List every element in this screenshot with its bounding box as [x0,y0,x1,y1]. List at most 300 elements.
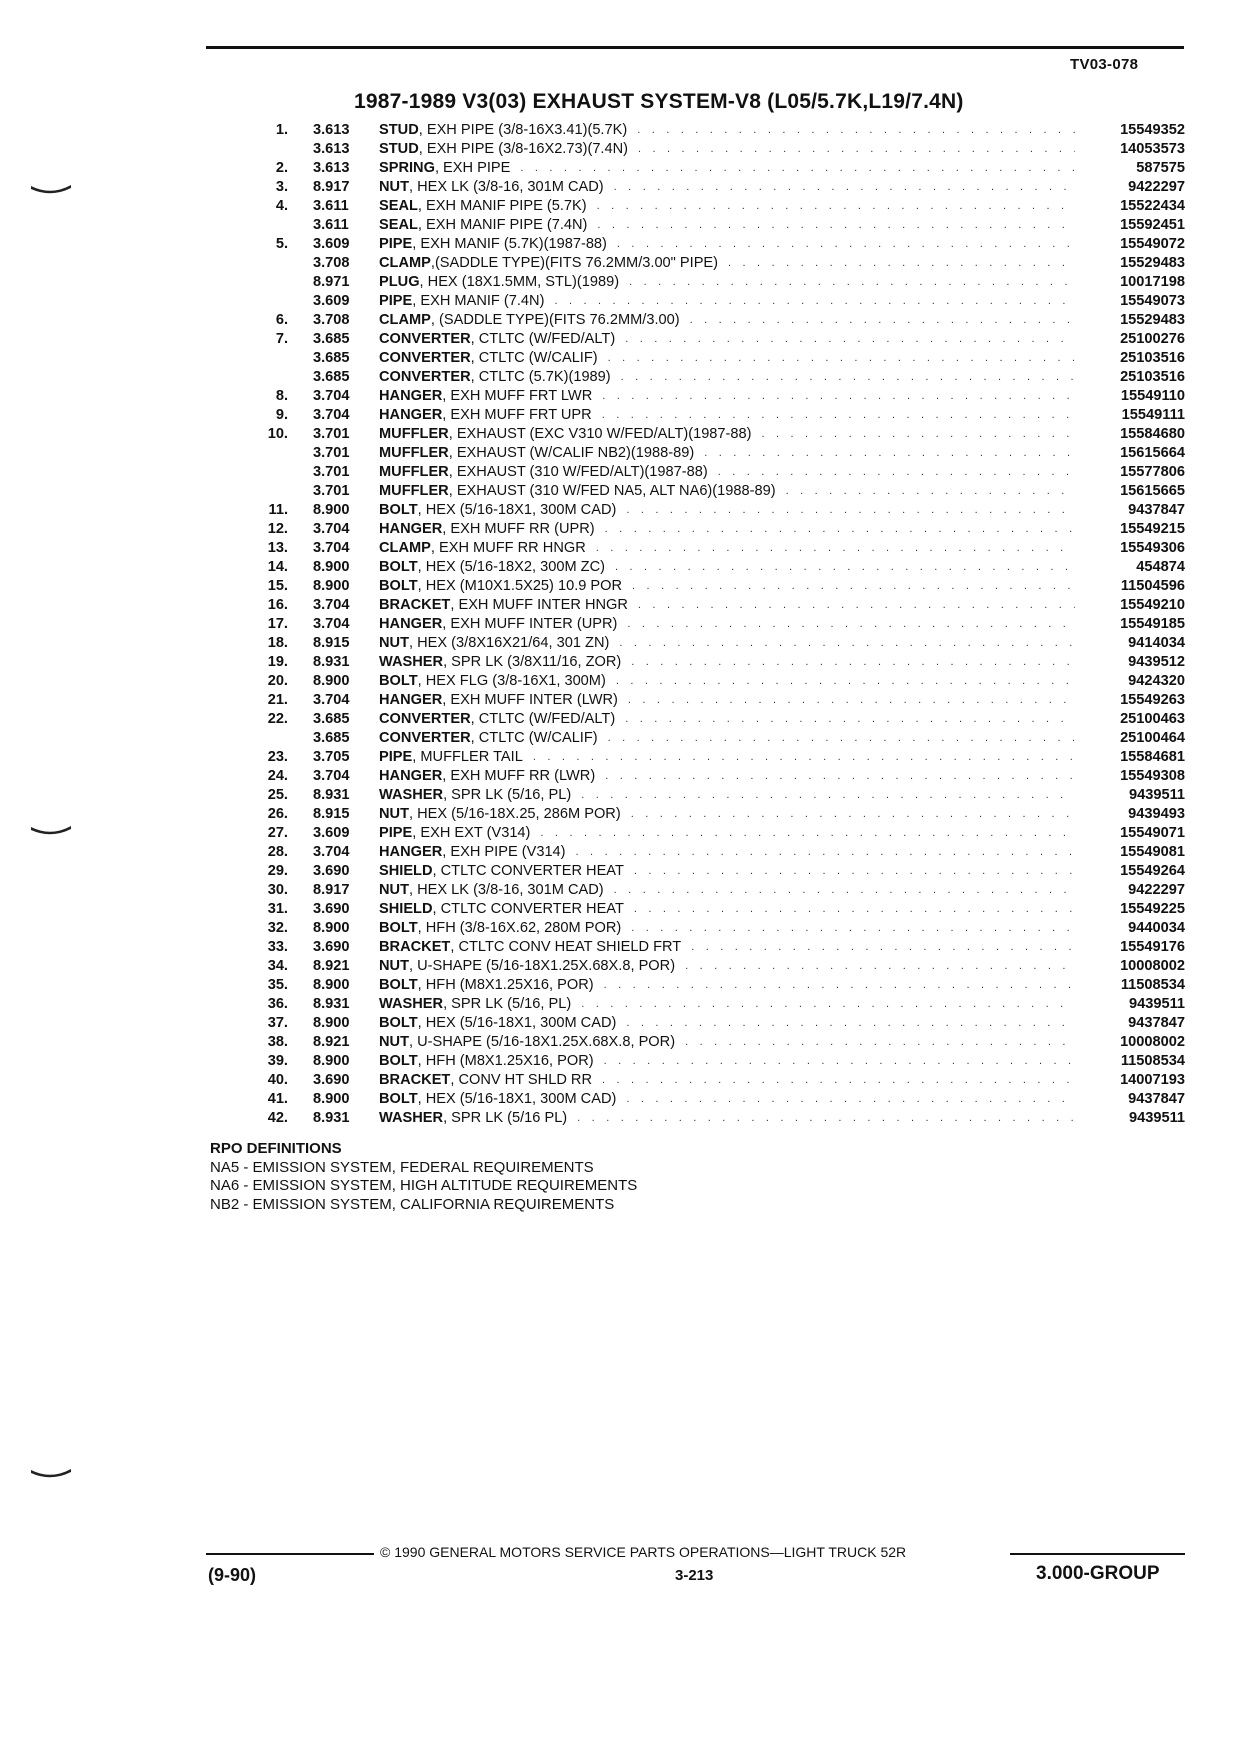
part-noun: SHIELD [379,901,433,917]
dot-leader [614,178,1075,197]
part-row [240,881,1185,900]
part-description [379,1071,1075,1090]
binder-hole-mark [30,184,72,196]
dot-leader [626,501,1075,520]
part-detail: , MUFFLER TAIL [412,749,523,765]
part-detail: , EXH PIPE (3/8-16X2.73)(7.4N) [418,141,628,157]
part-row [240,292,1185,311]
dot-leader [631,805,1075,824]
part-detail: , EXH MUFF INTER (UPR) [442,616,618,632]
part-noun: NUT [379,635,409,651]
part-description [379,140,1075,159]
section-code: 8.915 [313,806,350,822]
part-detail: , HEX (5/16-18X1, 300M CAD) [417,502,617,518]
dot-leader [604,1052,1075,1071]
part-number: 9439511 [1128,787,1185,803]
part-detail: , HEX (5/16-18X1, 300M CAD) [417,1091,617,1107]
part-number: 15549072 [1120,236,1185,252]
section-code: 3.690 [313,1072,350,1088]
part-detail: , SPR LK (5/16, PL) [443,996,572,1012]
section-code: 3.685 [313,331,350,347]
part-number: 9440034 [1128,920,1185,936]
section-code: 3.685 [313,711,350,727]
part-description [379,805,1075,824]
part-detail: , U-SHAPE (5/16-18X1.25X.68X.8, POR) [409,958,676,974]
section-code: 3.609 [313,293,350,309]
part-number: 15592451 [1120,217,1185,233]
part-noun: SHIELD [379,863,433,879]
dot-leader [627,615,1075,634]
item-number: 39. [267,1053,288,1069]
section-code: 3.685 [313,730,350,746]
part-number: 25100276 [1120,331,1185,347]
section-code: 3.611 [313,198,349,214]
part-number: 15549081 [1120,844,1185,860]
part-description [379,938,1075,957]
item-number: 4. [275,198,288,214]
part-noun: WASHER [379,787,444,803]
part-detail: , CTLTC (W/FED/ALT) [470,331,616,347]
item-number: 2. [275,160,288,176]
part-number: 15584680 [1120,426,1185,442]
dot-leader [628,691,1075,710]
dot-leader [638,140,1075,159]
part-number: 14007193 [1120,1072,1185,1088]
part-noun: STUD [379,141,419,157]
dot-leader [554,292,1075,311]
part-detail: , EXHAUST (W/CALIF NB2)(1988-89) [448,445,695,461]
part-number: 9439493 [1128,806,1185,822]
part-row [240,330,1185,349]
part-noun: NUT [379,806,409,822]
part-detail: , HEX (M10X1.5X25) 10.9 POR [417,578,623,594]
part-row [240,178,1185,197]
part-number: 15549110 [1120,388,1185,404]
part-detail: , EXHAUST (310 W/FED NA5, ALT NA6)(1988-89) [448,483,776,499]
page-title: 1987-1989 V3(03) EXHAUST SYSTEM-V8 (L05/5.7K,L19/7.4N) [354,90,964,113]
part-number: 9422297 [1128,882,1185,898]
part-detail: , CTLTC CONVERTER HEAT [432,901,624,917]
part-row [240,539,1185,558]
section-code: 8.900 [313,1053,350,1069]
dot-leader [634,900,1075,919]
part-row [240,254,1185,273]
section-code: 3.704 [313,540,350,556]
part-detail: , HEX (3/8X16X21/64, 301 ZN) [409,635,610,651]
part-noun: WASHER [379,1110,444,1126]
part-noun: BOLT [379,1091,418,1107]
part-noun: BOLT [379,977,418,993]
part-description [379,786,1075,805]
item-number: 31. [267,901,288,917]
part-description [379,349,1075,368]
part-noun: BRACKET [379,1072,451,1088]
part-description [379,976,1075,995]
part-detail: , CTLTC (W/CALIF) [470,350,598,366]
item-number: 25. [267,787,288,803]
item-number: 24. [267,768,288,784]
part-description [379,197,1075,216]
rpo-item: NA6 - EMISSION SYSTEM, HIGH ALTITUDE REQUIREMENTS [210,1177,638,1194]
footer-rule-left [206,1553,374,1555]
part-detail: ,(SADDLE TYPE)(FITS 76.2MM/3.00" PIPE) [430,255,719,271]
dot-leader [520,159,1075,178]
section-code: 8.931 [313,787,350,803]
part-row [240,558,1185,577]
dot-leader [762,425,1076,444]
part-detail: , EXH EXT (V314) [412,825,531,841]
dot-leader [728,254,1075,273]
part-description [379,824,1075,843]
dot-leader [602,387,1075,406]
part-noun: SPRING [379,160,435,176]
dot-leader [602,1071,1075,1090]
part-detail: , CTLTC (5.7K)(1989) [470,369,611,385]
part-number: 15529483 [1120,255,1185,271]
part-noun: HANGER [379,616,443,632]
item-number: 13. [267,540,288,556]
part-row [240,615,1185,634]
item-number: 32. [267,920,288,936]
top-rule [206,46,1184,49]
part-detail: , HEX (5/16-18X2, 300M ZC) [417,559,606,575]
part-number: 9437847 [1128,1015,1185,1031]
part-detail: , SPR LK (5/16 PL) [443,1110,568,1126]
part-description [379,596,1075,615]
dot-leader [577,1109,1075,1128]
part-description [379,558,1075,577]
part-description [379,1090,1075,1109]
part-detail: , HFH (M8X1.25X16, POR) [417,1053,594,1069]
item-number: 41. [267,1091,288,1107]
part-detail: , EXH MANIF PIPE (7.4N) [417,217,588,233]
part-number: 15549215 [1120,521,1185,537]
dot-leader [625,330,1075,349]
part-detail: , CTLTC (W/FED/ALT) [470,711,616,727]
part-noun: MUFFLER [379,426,449,442]
item-number: 17. [267,616,288,632]
part-noun: PIPE [379,236,413,252]
item-number: 42. [267,1110,288,1126]
item-number: 12. [267,521,288,537]
part-noun: CLAMP [379,255,431,271]
section-code: 3.705 [313,749,350,765]
section-code: 8.900 [313,1091,350,1107]
part-row [240,349,1185,368]
part-noun: BOLT [379,1015,418,1031]
dot-leader [619,634,1075,653]
part-description [379,463,1075,482]
binder-hole-mark [30,825,72,837]
part-noun: HANGER [379,407,443,423]
section-code: 3.613 [313,141,350,157]
section-code: 3.690 [313,863,350,879]
part-noun: CLAMP [379,312,431,328]
part-description [379,1109,1075,1128]
part-noun: MUFFLER [379,483,449,499]
part-row [240,976,1185,995]
section-code: 3.611 [313,217,349,233]
dot-leader [597,197,1075,216]
dot-leader [615,558,1075,577]
part-row [240,653,1185,672]
part-row [240,786,1185,805]
item-number: 27. [267,825,288,841]
group-label: 3.000-GROUP [1036,1563,1160,1584]
part-description [379,672,1075,691]
dot-leader [608,349,1075,368]
part-noun: HANGER [379,844,443,860]
part-row [240,900,1185,919]
dot-leader [597,216,1075,235]
part-row [240,1052,1185,1071]
part-description [379,729,1075,748]
part-description [379,1052,1075,1071]
section-code: 8.917 [313,882,350,898]
part-description [379,254,1075,273]
part-number: 11508534 [1120,1053,1185,1069]
item-number: 37. [267,1015,288,1031]
dot-leader [621,368,1075,387]
dot-leader [634,862,1075,881]
section-code: 8.931 [313,654,350,670]
part-number: 25103516 [1120,350,1185,366]
part-noun: MUFFLER [379,445,449,461]
part-detail: , SPR LK (5/16, PL) [443,787,572,803]
part-noun: CONVERTER [379,331,471,347]
part-description [379,159,1075,178]
part-description [379,444,1075,463]
part-number: 15549308 [1120,768,1185,784]
part-row [240,957,1185,976]
part-noun: CONVERTER [379,711,471,727]
section-code: 8.931 [313,1110,350,1126]
part-row [240,368,1185,387]
part-detail: , SPR LK (3/8X11/16, ZOR) [443,654,622,670]
part-row [240,1033,1185,1052]
dot-leader [608,729,1075,748]
part-row [240,406,1185,425]
part-number: 9439511 [1128,996,1185,1012]
section-code: 3.704 [313,768,350,784]
section-code: 3.704 [313,388,350,404]
section-code: 8.931 [313,996,350,1012]
part-detail: , HEX (5/16-18X1, 300M CAD) [417,1015,617,1031]
section-code: 8.900 [313,578,350,594]
part-detail: , EXH MUFF RR HNGR [430,540,586,556]
part-row [240,463,1185,482]
part-row [240,862,1185,881]
part-description [379,235,1075,254]
part-description [379,843,1075,862]
revision-date: (9-90) [208,1565,257,1585]
part-description [379,748,1075,767]
item-number: 34. [267,958,288,974]
part-row [240,691,1185,710]
part-number: 454874 [1136,559,1185,575]
part-noun: PLUG [379,274,420,290]
part-description [379,368,1075,387]
part-noun: BOLT [379,502,418,518]
dot-leader [596,539,1075,558]
part-detail: , U-SHAPE (5/16-18X1.25X.68X.8, POR) [409,1034,676,1050]
item-number: 21. [267,692,288,708]
section-code: 3.708 [313,255,350,271]
part-noun: WASHER [379,996,444,1012]
page-number: 3-213 [675,1567,714,1584]
dot-leader [631,919,1075,938]
item-number: 28. [267,844,288,860]
section-code: 8.900 [313,920,350,936]
part-detail: , EXH MUFF INTER (LWR) [442,692,618,708]
part-noun: NUT [379,882,409,898]
part-description [379,577,1075,596]
part-noun: CONVERTER [379,369,471,385]
part-number: 11504596 [1120,578,1185,594]
part-description [379,900,1075,919]
part-number: 15549306 [1120,540,1185,556]
section-code: 3.708 [313,312,350,328]
part-noun: SEAL [379,198,418,214]
item-number: 30. [267,882,288,898]
part-row [240,919,1185,938]
part-description [379,881,1075,900]
part-detail: , EXH MUFF RR (LWR) [442,768,596,784]
part-detail: , EXH MUFF RR (UPR) [442,521,595,537]
part-number: 10017198 [1120,274,1185,290]
dot-leader [691,938,1075,957]
part-noun: BOLT [379,559,418,575]
rpo-item: NB2 - EMISSION SYSTEM, CALIFORNIA REQUIREMENTS [210,1195,615,1213]
part-description [379,425,1075,444]
item-number: 10. [267,426,288,442]
dot-leader [631,653,1075,672]
part-description [379,330,1075,349]
part-noun: BOLT [379,673,418,689]
item-number: 15. [267,578,288,594]
part-detail: , HFH (M8X1.25X16, POR) [417,977,594,993]
part-noun: PIPE [379,825,413,841]
part-noun: CONVERTER [379,350,471,366]
dot-leader [581,786,1075,805]
dot-leader [605,767,1075,786]
item-number: 26. [267,806,288,822]
part-row [240,273,1185,292]
item-number: 19. [267,654,288,670]
part-detail: , EXHAUST (310 W/FED/ALT)(1987-88) [448,464,708,480]
item-number: 14. [267,559,288,575]
section-code: 3.613 [313,160,350,176]
part-number: 15529483 [1120,312,1185,328]
footer-rule-right [1010,1553,1185,1555]
part-row [240,216,1185,235]
part-noun: HANGER [379,692,443,708]
part-detail: , EXH PIPE (3/8-16X3.41)(5.7K) [418,122,628,138]
item-number: 36. [267,996,288,1012]
part-description [379,653,1075,672]
dot-leader [614,881,1075,900]
part-row [240,710,1185,729]
part-description [379,501,1075,520]
rpo-definitions [210,1140,637,1214]
binder-hole-mark [30,1468,72,1480]
part-row [240,520,1185,539]
part-row [240,235,1185,254]
part-number: 587575 [1136,160,1185,176]
section-code: 8.900 [313,977,350,993]
part-description [379,216,1075,235]
part-number: 25103516 [1120,369,1185,385]
item-number: 3. [275,179,288,195]
dot-leader [616,672,1075,691]
part-row [240,767,1185,786]
copyright-notice: © 1990 GENERAL MOTORS SERVICE PARTS OPERATIONS—LIGHT TRUCK 52R [380,1544,907,1560]
part-number: 9424320 [1128,673,1185,689]
part-description [379,710,1075,729]
part-row [240,843,1185,862]
section-code: 3.701 [313,483,350,499]
section-code: 3.701 [313,445,350,461]
part-number: 9437847 [1128,1091,1185,1107]
part-number: 10008002 [1120,958,1185,974]
dot-leader [625,710,1075,729]
part-number: 15549210 [1120,597,1185,613]
part-number: 15584681 [1120,749,1185,765]
section-code: 8.921 [313,958,350,974]
rpo-title: RPO DEFINITIONS [210,1140,342,1157]
part-description [379,1014,1075,1033]
part-noun: BRACKET [379,597,451,613]
dot-leader [629,273,1075,292]
section-code: 3.701 [313,426,350,442]
part-noun: HANGER [379,388,443,404]
part-noun: STUD [379,122,419,138]
dot-leader [718,463,1075,482]
part-number: 15549263 [1120,692,1185,708]
part-number: 9414034 [1128,635,1185,651]
part-row [240,995,1185,1014]
section-code: 3.685 [313,350,350,366]
dot-leader [533,748,1075,767]
section-code: 3.704 [313,521,350,537]
part-noun: PIPE [379,293,413,309]
part-noun: SEAL [379,217,418,233]
section-code: 3.613 [313,122,350,138]
part-row [240,197,1185,216]
part-description [379,634,1075,653]
part-noun: CONVERTER [379,730,471,746]
part-detail: , HEX (18X1.5MM, STL)(1989) [419,274,620,290]
section-code: 3.685 [313,369,350,385]
part-number: 15615665 [1120,483,1185,499]
part-row [240,672,1185,691]
part-row [240,938,1185,957]
part-row [240,805,1185,824]
section-code: 3.704 [313,692,350,708]
section-code: 3.690 [313,939,350,955]
section-code: 8.971 [313,274,350,290]
dot-leader [626,1014,1075,1033]
part-row [240,1071,1185,1090]
item-number: 40. [267,1072,288,1088]
dot-leader [786,482,1075,501]
part-noun: BOLT [379,578,418,594]
part-number: 9422297 [1128,179,1185,195]
part-row [240,121,1185,140]
dot-leader [704,444,1075,463]
part-detail: , HEX LK (3/8-16, 301M CAD) [409,179,604,195]
item-number: 23. [267,749,288,765]
